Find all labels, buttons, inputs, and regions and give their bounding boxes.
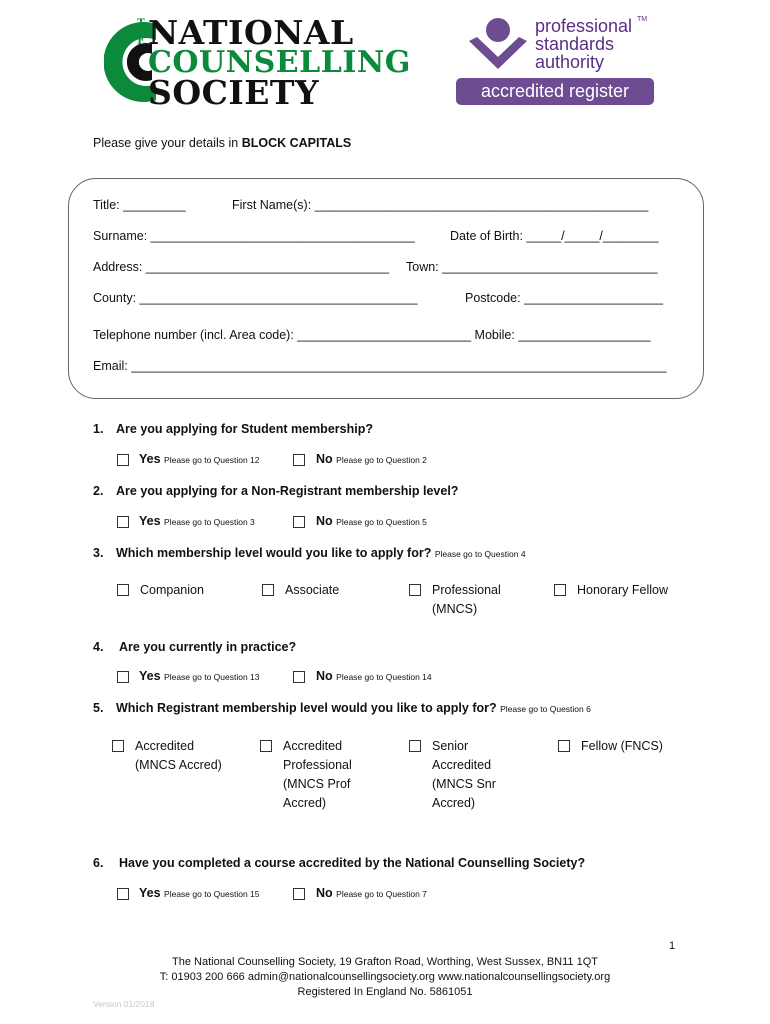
- q3-professional-checkbox[interactable]: [409, 584, 421, 596]
- telephone-field[interactable]: Telephone number (incl. Area code): _________________________ Mobile: ___________________: [93, 328, 651, 342]
- q5-accredited-checkbox[interactable]: [112, 740, 124, 752]
- psa-figure-icon: [467, 17, 529, 73]
- footer-address: The National Counselling Society, 19 Grafton Road, Worthing, West Sussex, BN11 1QT: [172, 956, 598, 968]
- psa-tm: TM: [637, 16, 648, 23]
- title-field[interactable]: Title: _________: [93, 198, 186, 212]
- q2-number: 2.: [93, 484, 104, 498]
- postcode-field[interactable]: Postcode: ____________________: [465, 291, 664, 305]
- q5-text: Which Registrant membership level would you like to apply for? Please go to Question 6: [116, 701, 591, 715]
- q6-yes-label: Yes Please go to Question 15: [139, 886, 260, 900]
- q6-no-label: No Please go to Question 7: [316, 886, 427, 900]
- q2-no-label: No Please go to Question 5: [316, 514, 427, 528]
- psa-line3: authority: [535, 52, 605, 72]
- q3-honorary-fellow-label: Honorary Fellow: [577, 583, 669, 597]
- county-field[interactable]: County: ________________________________________: [93, 291, 418, 305]
- surname-field[interactable]: Surname: ______________________________________: [93, 229, 415, 243]
- q3-companion-label: Companion: [140, 583, 204, 597]
- intro-text: [93, 136, 351, 150]
- page-number: 1: [669, 940, 676, 952]
- q4-yes-label: Yes Please go to Question 13: [139, 669, 260, 683]
- q3-associate-label: Associate: [285, 583, 340, 597]
- version-label: Version 01/2018: [93, 999, 155, 1009]
- q4-no-checkbox[interactable]: [293, 671, 305, 683]
- q3-number: 3.: [93, 546, 104, 560]
- q1-no-checkbox[interactable]: [293, 454, 305, 466]
- town-field[interactable]: Town: _______________________________: [406, 260, 658, 274]
- q3-professional-label: Professional (MNCS): [432, 583, 501, 616]
- ncs-logo-the: T H E: [136, 18, 146, 47]
- ncs-logo-line3: SOCIETY: [148, 73, 320, 112]
- q6-yes-checkbox[interactable]: [117, 888, 129, 900]
- q2-yes-checkbox[interactable]: [117, 516, 129, 528]
- q5-accredited-professional-checkbox[interactable]: [260, 740, 272, 752]
- intro-plain: Please give your details in: [93, 136, 242, 150]
- q3-companion-checkbox[interactable]: [117, 584, 129, 596]
- q5-accredited-label: Accredited (MNCS Accred): [135, 739, 222, 772]
- q5-accredited-professional-label: Accredited Professional (MNCS Prof Accred): [283, 739, 352, 810]
- address-field[interactable]: Address: ___________________________________: [93, 260, 390, 274]
- q2-no-checkbox[interactable]: [293, 516, 305, 528]
- ncs-logo-line2: COUNSELLING: [148, 45, 411, 80]
- first-name-field[interactable]: First Name(s): ________________________________________________: [232, 198, 649, 212]
- psa-accredited-bar: accredited register: [456, 78, 654, 105]
- q6-text: Have you completed a course accredited by the National Counselling Society?: [119, 856, 586, 870]
- q6-no-checkbox[interactable]: [293, 888, 305, 900]
- q5-fellow-checkbox[interactable]: [558, 740, 570, 752]
- q2-yes-label: Yes Please go to Question 3: [139, 514, 255, 528]
- q1-text: Are you applying for Student membership?: [116, 422, 373, 436]
- q1-number: 1.: [93, 422, 104, 436]
- email-field[interactable]: Email: _____________________________________________________________________________: [93, 359, 667, 373]
- ncs-logo-line1: NATIONAL: [148, 13, 354, 52]
- psa-line1: professional: [535, 16, 633, 36]
- q6-number: 6.: [93, 856, 104, 870]
- q3-associate-checkbox[interactable]: [262, 584, 274, 596]
- q4-text: Are you currently in practice?: [119, 640, 297, 654]
- q5-senior-accredited-label: Senior Accredited (MNCS Snr Accred): [432, 739, 496, 810]
- q3-honorary-fellow-checkbox[interactable]: [554, 584, 566, 596]
- q1-yes-checkbox[interactable]: [117, 454, 129, 466]
- q5-senior-accredited-checkbox[interactable]: [409, 740, 421, 752]
- q5-fellow-label: Fellow (FNCS): [581, 739, 663, 753]
- ncs-logo: [104, 13, 414, 112]
- psa-line2: standards: [535, 34, 615, 54]
- date-of-birth-field[interactable]: Date of Birth: _____/_____/________: [450, 229, 659, 243]
- footer-registration: Registered In England No. 5861051: [297, 986, 473, 998]
- psa-logo: [455, 14, 655, 106]
- q4-no-label: No Please go to Question 14: [316, 669, 432, 683]
- footer-contact: T: 01903 200 666 admin@nationalcounsellingsociety.org www.nationalcounsellingsociety.org: [159, 971, 611, 983]
- q3-text: Which membership level would you like to apply for? Please go to Question 4: [116, 546, 526, 560]
- q1-no-label: No Please go to Question 2: [316, 452, 427, 466]
- intro-emphasis: BLOCK CAPITALS: [241, 136, 352, 150]
- q2-text: Are you applying for a Non-Registrant membership level?: [116, 484, 459, 498]
- q4-yes-checkbox[interactable]: [117, 671, 129, 683]
- q4-number: 4.: [93, 640, 104, 654]
- q1-yes-label: Yes Please go to Question 12: [139, 452, 260, 466]
- q5-number: 5.: [93, 701, 104, 715]
